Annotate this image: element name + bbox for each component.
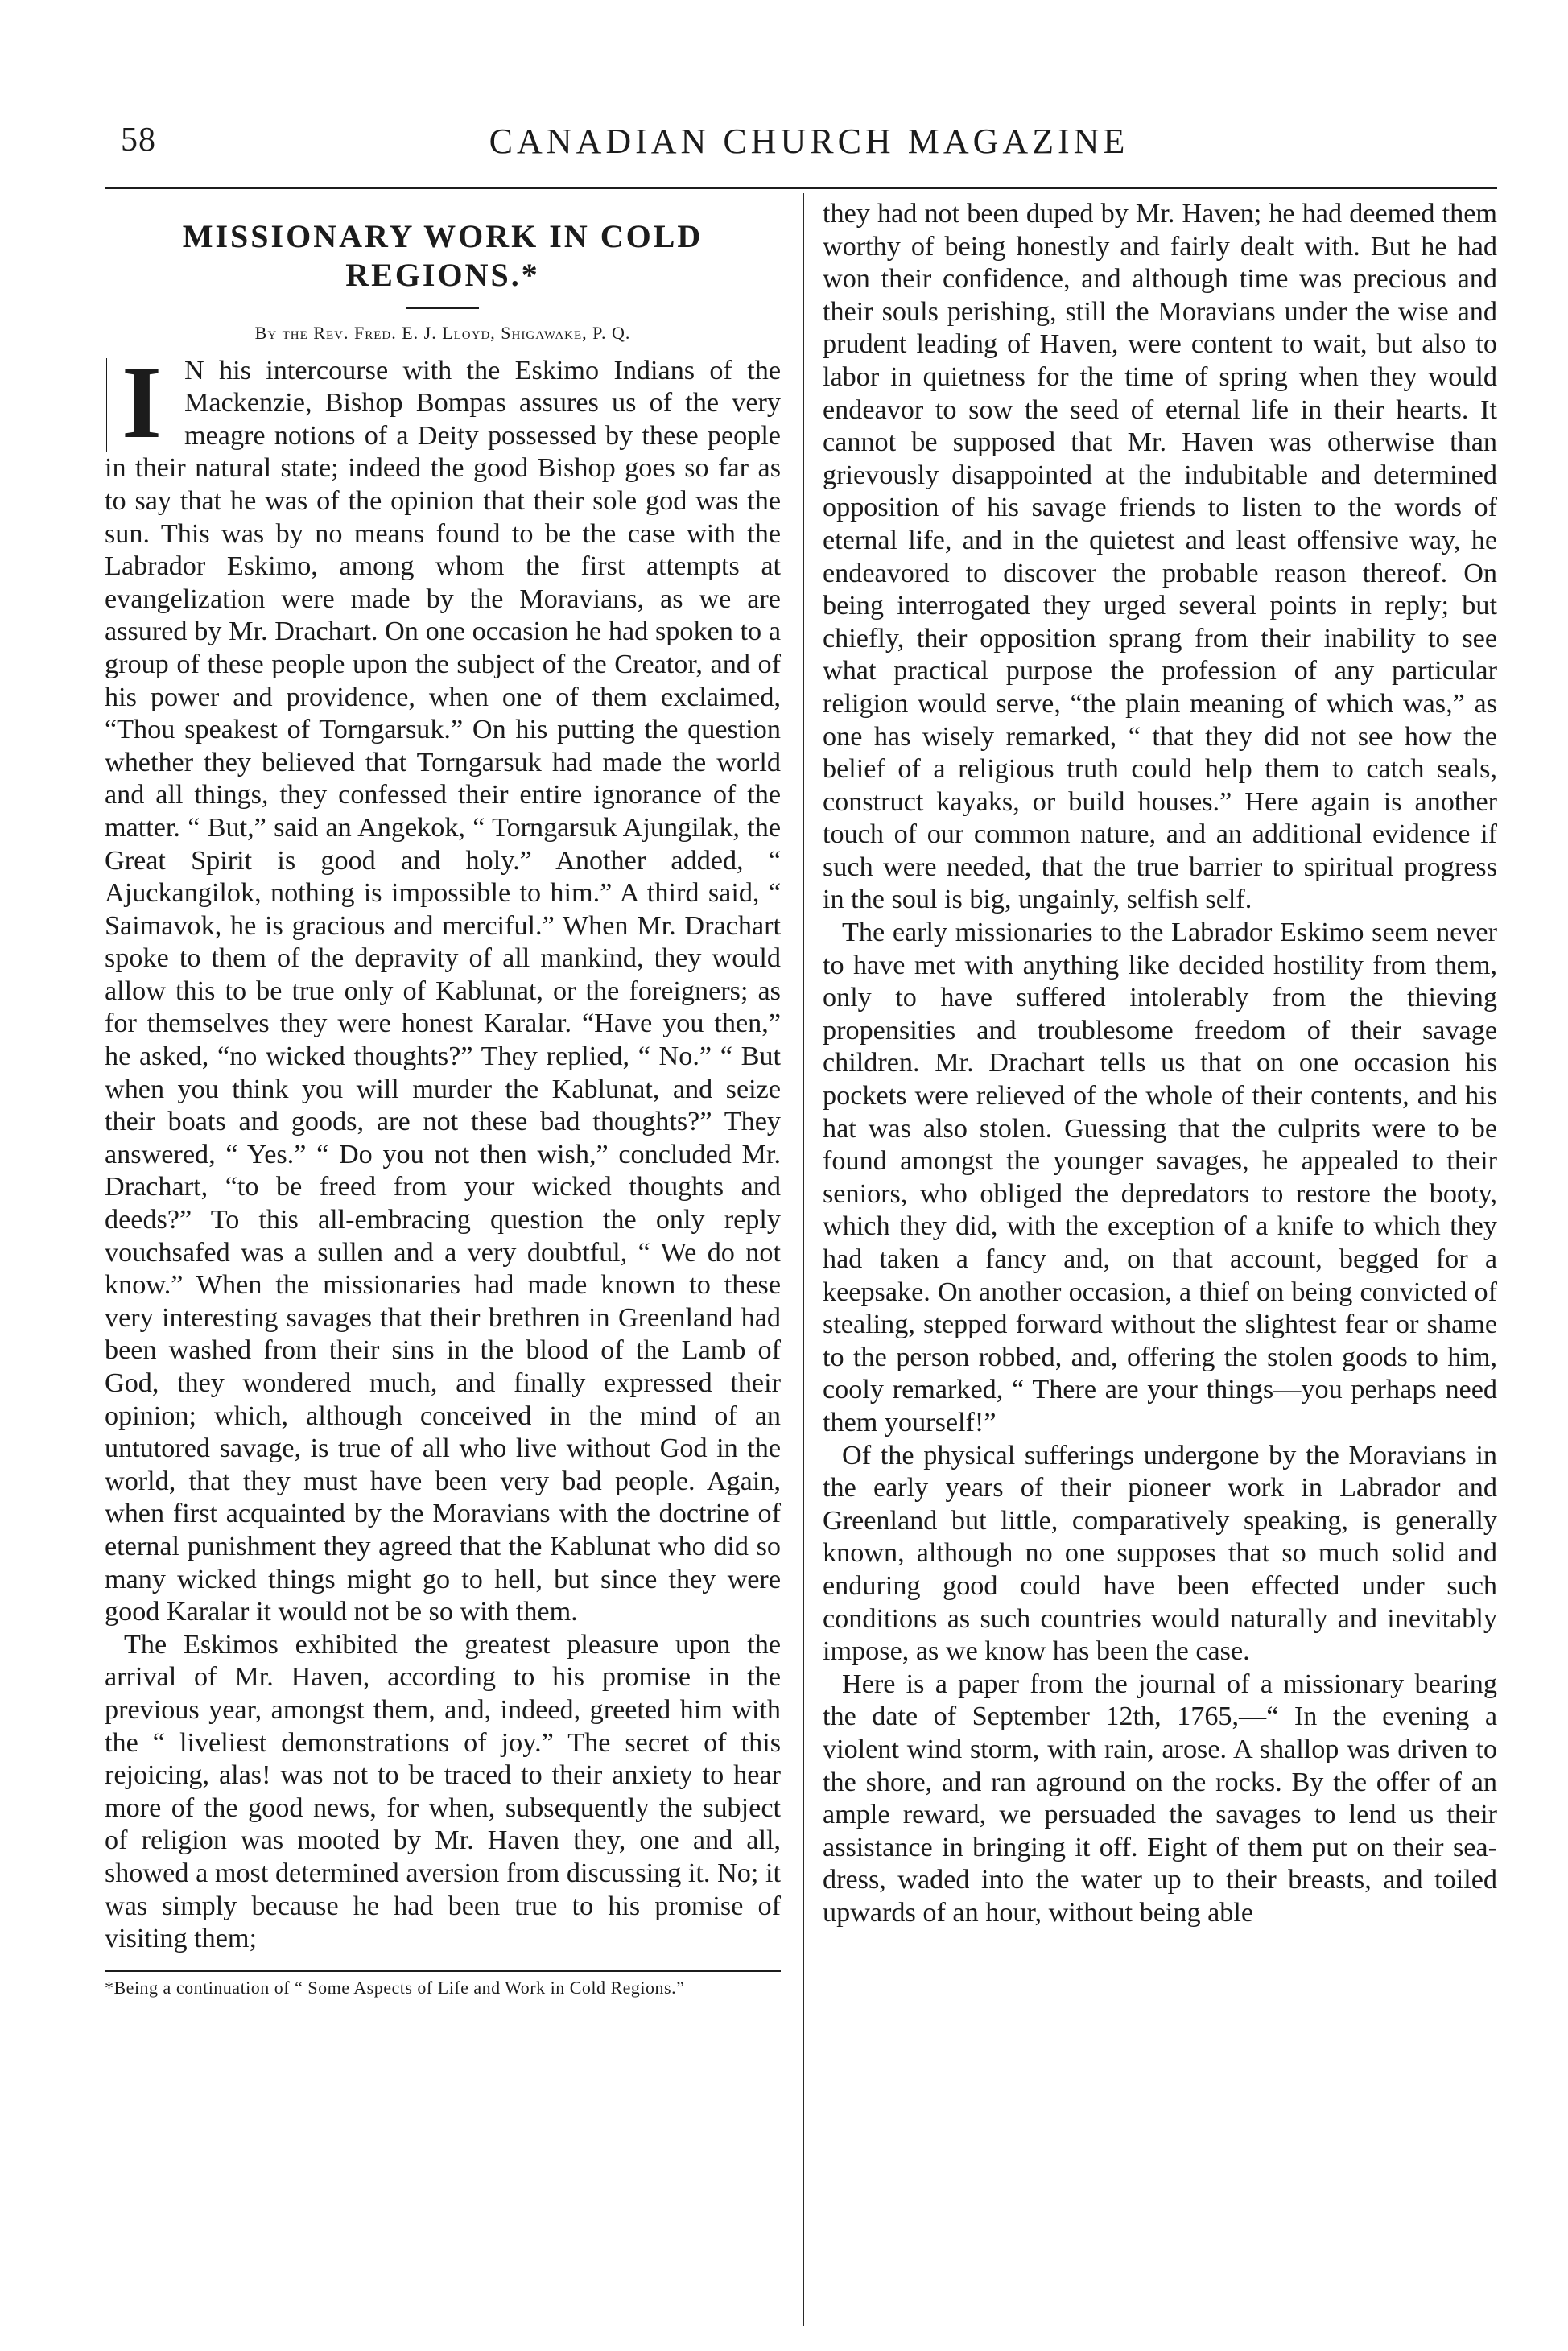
right-column	[823, 198, 1497, 1929]
page-number: 58	[121, 122, 156, 159]
paragraph: Of the physical sufferings undergone by the Moravians in the early years of their pioneer work in Labrador and Greenland but little, comparatively speaking, is generally known, although no one supposes that so much solid and enduring good could have been effected under such conditions as such countries would naturally and inevitably impose, as we know has been the case.	[823, 1440, 1497, 1667]
paragraph: Here is a paper from the journal of a missionary bearing the date of September 12th, 1765,—“ In the evening a violent wind storm, with rain, arose. A shallop was driven to the shore, and ran aground on the rocks. By the offer of an ample reward, we persuaded the savages to lend us their assistance in bringing it off. Eight of them put on their sea-dress, waded into the water up to their breasts, and toiled upwards of an hour, without being able	[823, 1668, 1497, 1928]
page-header	[121, 121, 1497, 169]
continued-paragraph: they had not been duped by Mr. Haven; he had deemed them worthy of being honestly and fairly dealt with. But he had won their confidence, and although time was precious and their souls perishing, still the Moravians under the wise and prudent leading of Haven, were content to wait, but also to labor in quietness for the time of spring when they would endeavor to sow the seed of eternal life in their hearts. It cannot be supposed that Mr. Haven was otherwise than grievously disappointed at the indubitable and determined opposition of his savage friends to listen to the words of eternal life, and in the quietest and least offensive way, he endeavored to discover the probable reason thereof. On being interrogated they urged several points in reply; but chiefly, their opposition sprang from their inability to see what practical purpose the profession of any particular religion would serve, “the plain meaning of which was,” as one has wisely remarked, “ that they did not see how the belief of a religious truth could help them to catch seals, construct kayaks, or build houses.” Here again is another touch of our common nature, and an additional evidence if such were needed, that the true barrier to spiritual progress in the soul is big, ungainly, selfish self.	[823, 199, 1497, 915]
drop-cap: I	[105, 358, 176, 452]
article-title: MISSIONARY WORK IN COLD REGIONS.*	[182, 218, 704, 293]
title-rule	[406, 307, 479, 309]
footnote: *Being a continuation of “ Some Aspects of Life and Work in Cold Regions.”	[105, 1970, 781, 1998]
opening-paragraph	[105, 344, 781, 1629]
paragraph: The early missionaries to the Labrador Eskimo seem never to have met with anything like decided hostility from them, only to have suffered intolerably from the thieving propensities and troublesome freedom of their savage children. Mr. Drachart tells us that on one occasion his pockets were relieved of the whole of their contents, and his hat was also stolen. Guessing that the culprits were to be found amongst the younger savages, he appealed to their seniors, who obliged the depredators to restore the booty, which they did, with the exception of a knife to which they had taken a fancy and, on that account, begged for a keepsake. On another occasion, a thief on being convicted of stealing, stepped forward without the slightest fear or shame to the person robbed, and, offering the stolen goods to him, cooly remarked, “ There are your things—you perhaps need them yourself!”	[823, 918, 1497, 1437]
header-rule	[105, 187, 1497, 189]
byline: By the Rev. Fred. E. J. Lloyd, Shigawake, P. Q.	[254, 323, 631, 343]
column-divider	[803, 193, 804, 2326]
paragraph: The Eskimos exhibited the greatest pleasure upon the arrival of Mr. Haven, according to his promise in the previous year, amongst them, and, indeed, greeted him with the “ liveliest demonstrations of joy.” The secret of this rejoicing, alas! was not to be traced to their anxiety to hear more of the good news, for when, subsequently the subject of religion was mooted by Mr. Haven they, one and all, showed a most determined aversion from discussing it. No; it was simply because he had been true to his promise of visiting them;	[105, 1629, 781, 1954]
left-column	[105, 217, 781, 1998]
paragraph-text: N his intercourse with the Eskimo Indians of the Mackenzie, Bishop Bompas assures us of the very meagre notions of a Deity possessed by these people in their natural state; indeed the good Bishop goes so far as to say that he was of the opinion that their sole god was the sun. This was by no means found to be the case with the Labrador Eskimo, among whom the first attempts at evangelization were made by the Moravians, as we are assured by Mr. Drachart. On one occasion he had spoken to a group of these people upon the subject of the Creator, and of his power and providence, when one of them exclaimed, “Thou speakest of Torngarsuk.” On his putting the question whether they believed that Torngarsuk had made the world and all things, they confessed their entire ignorance of the matter. “ But,” said an Angekok, “ Torngarsuk Ajungilak, the Great Spirit is good and holy.” Another added, “ Ajuckangilok, nothing is impossible to him.” A third said, “ Saimavok, he is gracious and merciful.” When Mr. Drachart spoke to them of the depravity of all mankind, they would allow this to be true only of Kablunat, or the foreigners; as for themselves they were honest Karalar. “Have you then,” he asked, “no wicked thoughts?” They replied, “ No.” “ But when you think you will murder the Kablunat, and seize their boats and goods, are not these bad thoughts?” They answered, “ Yes.” “ Do you not then wish,” concluded Mr. Drachart, “to be freed from your wicked thoughts and deeds?” To this all-embracing question the only reply vouchsafed was a sullen and a very doubtful, “ We do not know.” When the missionaries had made known to these very interesting savages that their brethren in Greenland had been washed from their sins in the blood of the Lamb of God, they wondered much, and finally expressed their opinion; which, although conceived in the mind of an untutored savage, is true of all who live without God in the world, that they must have been very bad people. Again, when first acquainted by the Moravians with the doctrine of eternal punishment they agreed that the Kablunat who did so many wicked things might go to hell, but since they were good Karalar it would not be so with them.	[105, 355, 781, 1627]
running-head: CANADIAN CHURCH MAGAZINE	[489, 122, 1129, 161]
